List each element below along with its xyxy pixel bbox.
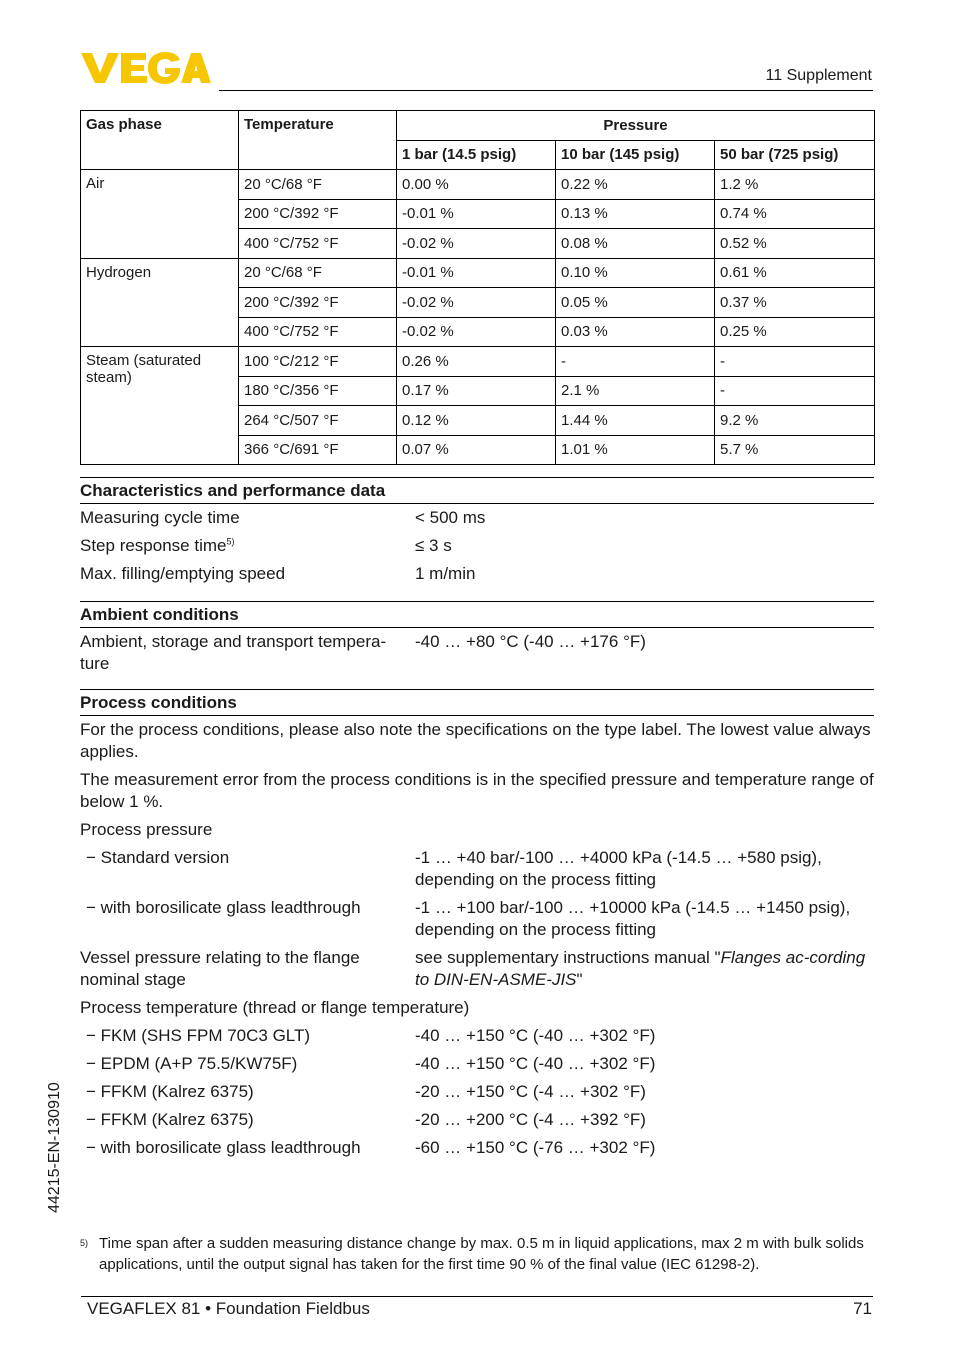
th-gas-phase: Gas phase [81,111,239,170]
vessel-value-pre: see supplementary instructions manual " [415,948,721,967]
value-cell: 0.22 % [556,170,715,200]
spec-value: -1 … +40 bar/-100 … +4000 kPa (-14.5 … +580 psig), depending on the process fitting [415,848,822,889]
paragraph: For the process conditions, please also note the specifications on the type label. The lowest value always applies. [80,720,871,761]
value-cell: 9.2 % [715,406,875,436]
spec-label: Measuring cycle time [80,508,240,527]
spec-value: -1 … +100 bar/-100 … +10000 kPa (-14.5 … +1450 psig), depending on the process fitting [415,898,851,939]
value-cell: -0.01 % [397,199,556,229]
temp-cell: 20 °C/68 °F [239,258,397,288]
header-rule [219,90,873,91]
value-cell: 0.25 % [715,317,875,347]
value-cell: 2.1 % [556,376,715,406]
value-cell: 0.00 % [397,170,556,200]
value-cell: - [556,347,715,377]
footer-product: VEGAFLEX 81 • Foundation Fieldbus [87,1299,370,1318]
temp-cell: 264 °C/507 °F [239,406,397,436]
vessel-value-post: " [576,970,583,989]
value-cell: 0.61 % [715,258,875,288]
characteristics-section [80,477,874,585]
temp-cell: 400 °C/752 °F [239,317,397,347]
temp-cell: 20 °C/68 °F [239,170,397,200]
temp-cell: 200 °C/392 °F [239,199,397,229]
footer-rule [81,1296,873,1297]
spec-label: − FKM (SHS FPM 70C3 GLT) [86,1026,311,1045]
spec-value: ≤ 3 s [415,536,452,555]
spec-row [80,563,874,585]
spec-row [80,1109,874,1131]
th-pressure-1bar: 1 bar (14.5 psig) [397,140,556,170]
value-cell: 0.74 % [715,199,875,229]
value-cell: 0.17 % [397,376,556,406]
value-cell: 1.44 % [556,406,715,436]
value-cell: 0.07 % [397,435,556,465]
section-heading: Ambient conditions [80,601,874,628]
spec-label: − with borosilicate glass leadthrough [86,1138,361,1157]
spec-label: Vessel pressure relating to the flange nominal stage [80,948,360,989]
spec-row [80,1081,874,1103]
spec-row [80,535,874,557]
ambient-section [80,601,874,675]
footnote-mark: 5) [80,1238,89,1248]
table-row [81,258,875,288]
section-heading: Characteristics and performance data [80,477,874,504]
table-row [81,347,875,377]
spec-row [80,507,874,529]
spec-label: Max. filling/emptying speed [80,564,286,583]
footnote-text: Time span after a sudden measuring distance change by max. 0.5 m in liquid applications, max 2 m with bulk solids applications, until the output signal has taken for the first time 90 % of the final value (IEC 61298-2). [99,1235,864,1273]
value-cell: -0.02 % [397,288,556,318]
value-cell: - [715,376,875,406]
page-number: 71 [853,1299,872,1318]
th-pressure-50bar: 50 bar (725 psig) [715,140,875,170]
spec-row [80,897,874,941]
value-cell: -0.02 % [397,229,556,259]
spec-label [80,535,415,557]
value-cell: - [715,347,875,377]
spec-label: − Standard version [86,848,230,867]
spec-value: -40 … +80 °C (-40 … +176 °F) [415,632,646,651]
spec-value: -20 … +150 °C (-4 … +302 °F) [415,1082,646,1101]
spec-label: − with borosilicate glass leadthrough [86,898,361,917]
subheading: Process pressure [80,820,213,839]
value-cell: 0.03 % [556,317,715,347]
spec-row [80,1137,874,1159]
value-cell: 5.7 % [715,435,875,465]
spec-value [415,947,874,991]
spec-label: − EPDM (A+P 75.5/KW75F) [86,1054,298,1073]
temp-cell: 400 °C/752 °F [239,229,397,259]
spec-value: -40 … +150 °C (-40 … +302 °F) [415,1054,656,1073]
footnote-ref: 5) [226,536,235,547]
paragraph: The measurement error from the process conditions is in the specified pressure and temperature range of below 1 %. [80,770,874,811]
value-cell: 0.10 % [556,258,715,288]
process-section [80,689,874,1159]
th-pressure: Pressure [397,111,875,141]
spec-row [80,847,874,891]
temp-cell: 200 °C/392 °F [239,288,397,318]
spec-value: -20 … +200 °C (-4 … +392 °F) [415,1110,646,1129]
spec-row [80,1053,874,1075]
th-temperature: Temperature [239,111,397,170]
value-cell: 0.13 % [556,199,715,229]
value-cell: 1.2 % [715,170,875,200]
temp-cell: 366 °C/691 °F [239,435,397,465]
spec-label-text: Step response time [80,536,227,555]
spec-row [80,631,874,675]
vega-logo [81,50,211,84]
temp-cell: 180 °C/356 °F [239,376,397,406]
spec-row [80,947,874,991]
th-pressure-10bar: 10 bar (145 psig) [556,140,715,170]
spec-label: − FFKM (Kalrez 6375) [86,1082,254,1101]
gas-cell: Hydrogen [81,258,239,347]
value-cell: 0.05 % [556,288,715,318]
spec-label: Ambient, storage and transport tempera-ture [80,632,387,673]
spec-value: -40 … +150 °C (-40 … +302 °F) [415,1026,656,1045]
value-cell: 0.12 % [397,406,556,436]
value-cell: -0.02 % [397,317,556,347]
spec-value: 1 m/min [415,564,476,583]
spec-row [80,1025,874,1047]
gas-phase-table [80,110,875,465]
value-cell: 0.52 % [715,229,875,259]
table-row [81,170,875,200]
value-cell: 0.08 % [556,229,715,259]
gas-cell: Air [81,170,239,259]
spec-value: -60 … +150 °C (-76 … +302 °F) [415,1138,656,1157]
section-heading: Process conditions [80,689,874,716]
value-cell: 0.26 % [397,347,556,377]
section-title: 11 Supplement [765,67,872,84]
vessel-value-italic: Flanges ac-cording to DIN-EN-ASME-JIS [415,948,866,989]
gas-cell: Steam (saturated steam) [81,347,239,465]
temp-cell: 100 °C/212 °F [239,347,397,377]
spec-label: − FFKM (Kalrez 6375) [86,1110,254,1129]
spec-value: < 500 ms [415,508,486,527]
value-cell: 0.37 % [715,288,875,318]
value-cell: 1.01 % [556,435,715,465]
footnote [80,1233,874,1275]
subheading: Process temperature (thread or flange temperature) [80,998,470,1017]
value-cell: -0.01 % [397,258,556,288]
document-id: 44215-EN-130910 [46,1082,63,1213]
